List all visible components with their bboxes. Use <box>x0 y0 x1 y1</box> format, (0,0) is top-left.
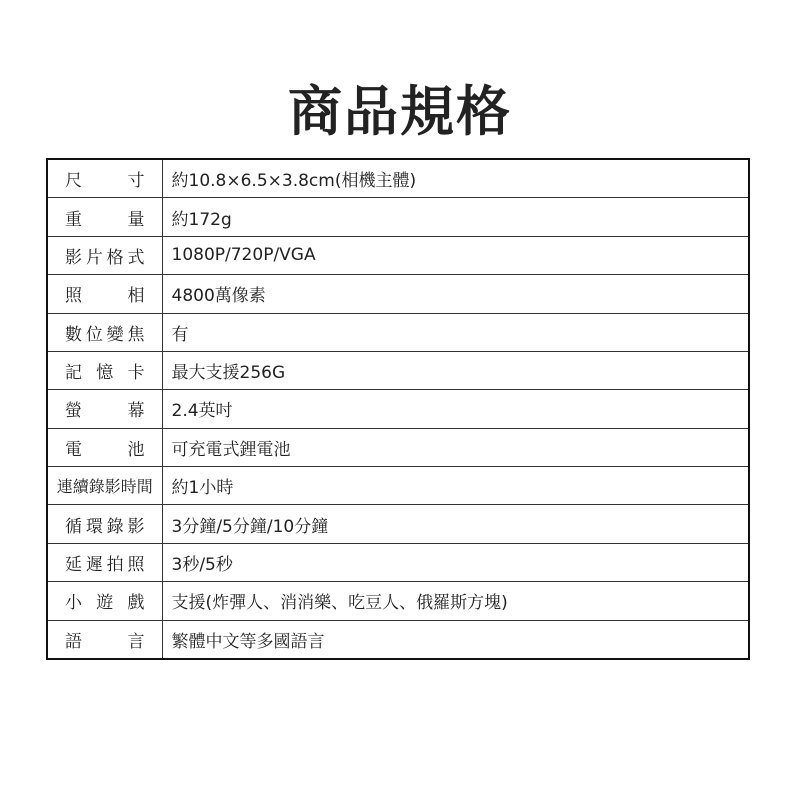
spec-label: 數位變焦 <box>47 313 162 351</box>
spec-value: 可充電式鋰電池 <box>162 428 749 466</box>
spec-label: 電 池 <box>47 428 162 466</box>
spec-table <box>46 158 750 660</box>
spec-value: 最大支援256G <box>162 351 749 389</box>
spec-row-loop-recording <box>47 505 749 543</box>
spec-row-recording-time <box>47 467 749 505</box>
spec-label: 尺 寸 <box>47 159 162 198</box>
spec-label: 語 言 <box>47 620 162 659</box>
spec-value: 3分鐘/5分鐘/10分鐘 <box>162 505 749 543</box>
spec-label: 重 量 <box>47 198 162 236</box>
spec-row-weight <box>47 198 749 236</box>
spec-value: 約1小時 <box>162 467 749 505</box>
spec-value: 繁體中文等多國語言 <box>162 620 749 659</box>
spec-label: 照 相 <box>47 275 162 313</box>
spec-label: 循環錄影 <box>47 505 162 543</box>
spec-row-screen <box>47 390 749 428</box>
spec-row-size <box>47 159 749 198</box>
spec-label: 影片格式 <box>47 236 162 274</box>
spec-value: 約10.8×6.5×3.8cm(相機主體) <box>162 159 749 198</box>
spec-value: 支援(炸彈人、消消樂、吃豆人、俄羅斯方塊) <box>162 582 749 620</box>
spec-row-photo <box>47 275 749 313</box>
spec-row-digital-zoom <box>47 313 749 351</box>
spec-row-battery <box>47 428 749 466</box>
spec-label: 小遊戲 <box>47 582 162 620</box>
spec-value: 3秒/5秒 <box>162 543 749 581</box>
spec-label: 記憶卡 <box>47 351 162 389</box>
spec-label: 螢 幕 <box>47 390 162 428</box>
spec-value: 約172g <box>162 198 749 236</box>
spec-row-language <box>47 620 749 659</box>
spec-value: 有 <box>162 313 749 351</box>
page-title: 商品規格 <box>288 80 512 143</box>
spec-label: 連續錄影時間 <box>47 467 162 505</box>
spec-value: 2.4英吋 <box>162 390 749 428</box>
spec-value: 4800萬像素 <box>162 275 749 313</box>
spec-row-video-format <box>47 236 749 274</box>
spec-row-mini-games <box>47 582 749 620</box>
spec-label: 延遲拍照 <box>47 543 162 581</box>
spec-value: 1080P/720P/VGA <box>162 236 749 274</box>
spec-row-timer-photo <box>47 543 749 581</box>
spec-row-memory-card <box>47 351 749 389</box>
